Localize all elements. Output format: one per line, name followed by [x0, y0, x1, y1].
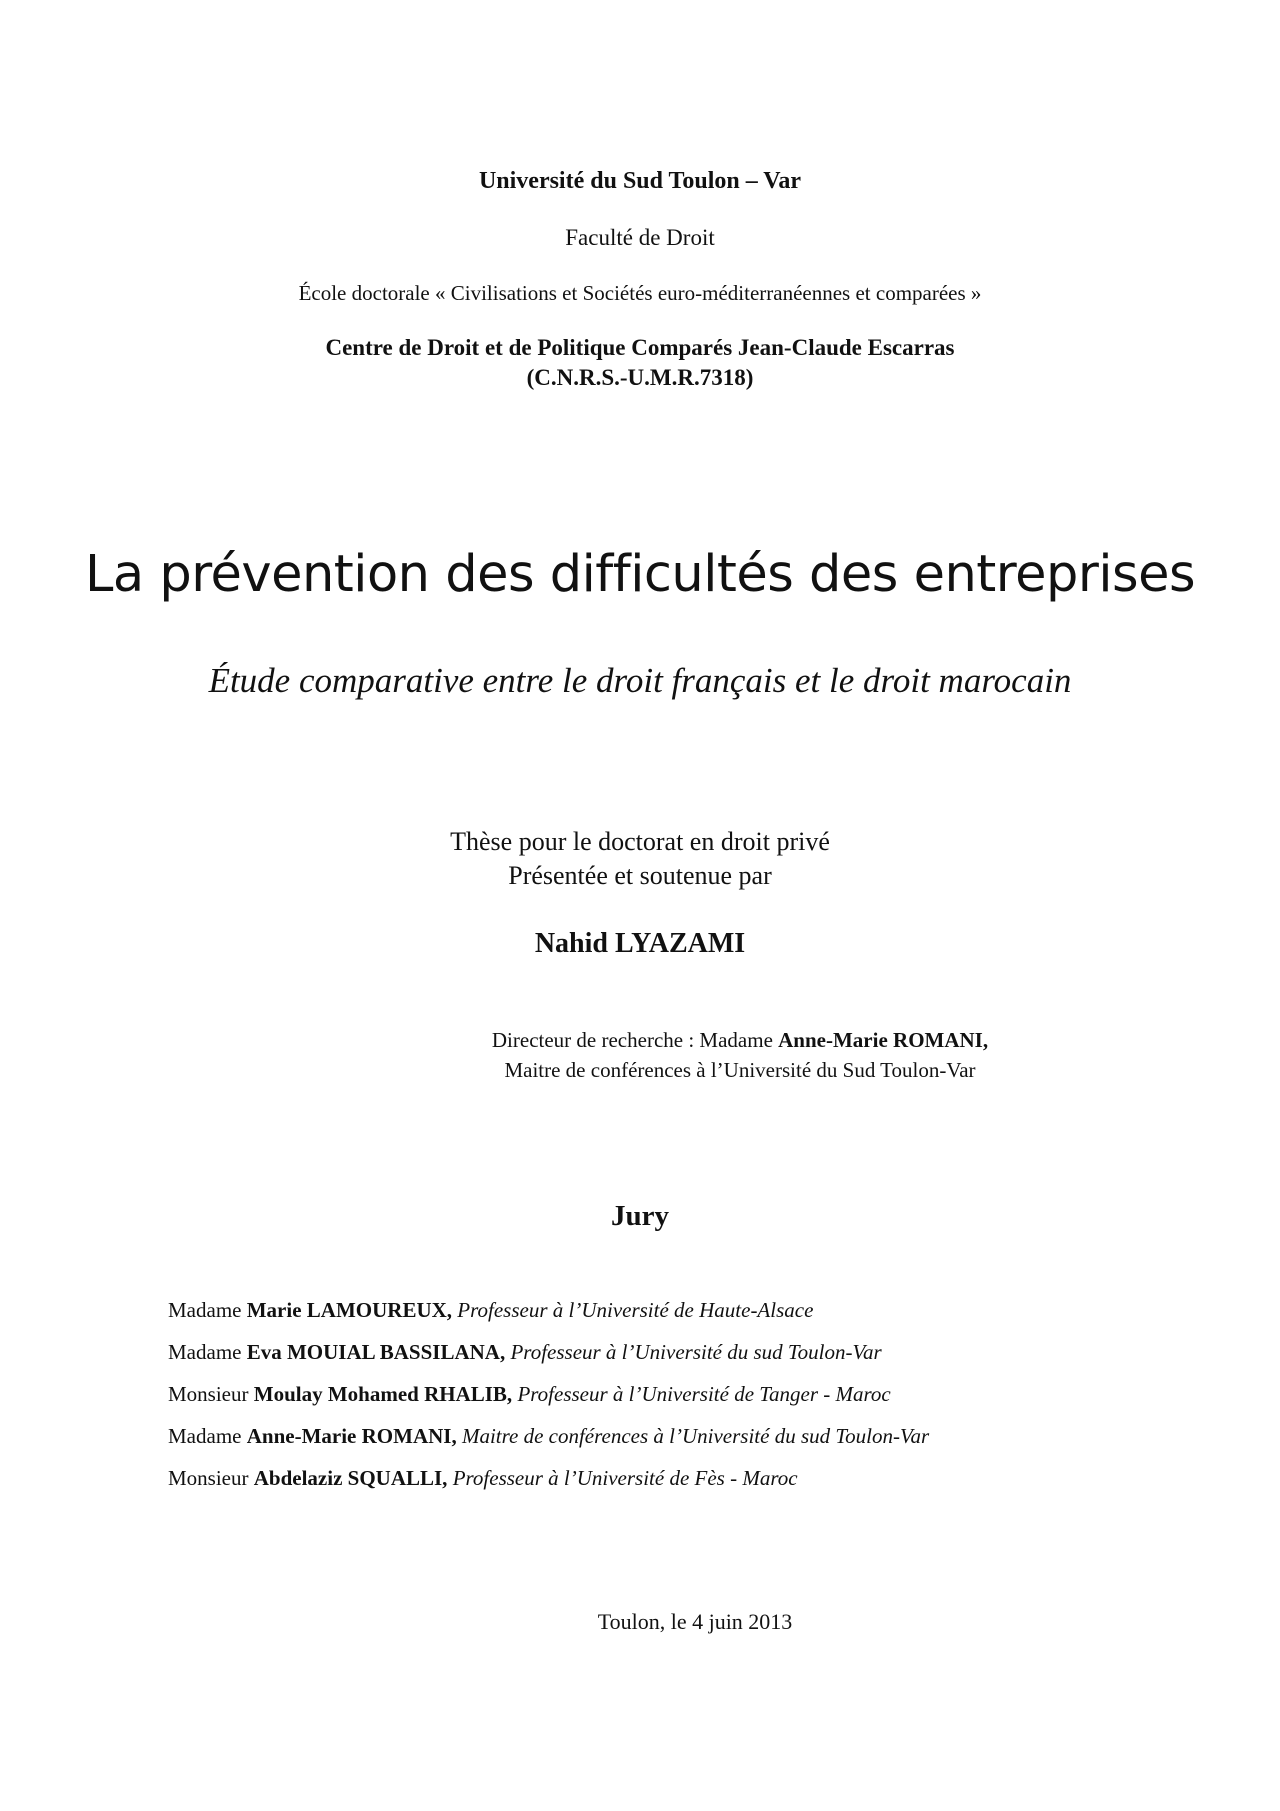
director-prefix: Directeur de recherche : Madame: [491, 1028, 779, 1052]
member-title: Professeur à l’Université de Fès - Maroc: [447, 1466, 798, 1490]
director-name: Anne-Marie ROMANI,: [778, 1028, 989, 1052]
author-name: Nahid LYAZAMI: [534, 928, 746, 959]
member-name: Eva MOUIAL BASSILANA,: [246, 1340, 506, 1364]
member-civility: Madame: [168, 1298, 247, 1322]
jury-member: [168, 1297, 929, 1339]
member-title: Professeur à l’Université du sud Toulon-Var: [505, 1340, 882, 1364]
member-title: Professeur à l’Université de Haute-Alsace: [452, 1298, 814, 1322]
university-name: Université du Sud Toulon – Var: [478, 168, 802, 194]
member-civility: Madame: [168, 1340, 247, 1364]
jury-members-list: [168, 1297, 929, 1507]
jury-member: [168, 1465, 929, 1507]
director-position: Maitre de conférences à l’Université du Sud Toulon-Var: [504, 1058, 976, 1082]
director-line: [100, 1028, 1280, 1053]
presented-by-line: Présentée et soutenue par: [508, 861, 772, 890]
member-title: Maitre de conférences à l’Université du sud Toulon-Var: [456, 1424, 930, 1448]
thesis-title: La prévention des difficultés des entreprises: [84, 545, 1196, 604]
thesis-subtitle: Étude comparative entre le droit français et le droit marocain: [208, 661, 1072, 700]
jury-member: [168, 1423, 929, 1465]
degree-line: Thèse pour le doctorat en droit privé: [450, 827, 830, 856]
research-center-code: (C.N.R.S.-U.M.R.7318): [526, 365, 754, 390]
jury-heading: Jury: [611, 1200, 669, 1232]
member-name: Anne-Marie ROMANI,: [246, 1424, 457, 1448]
member-civility: Madame: [168, 1424, 247, 1448]
jury-member: [168, 1381, 929, 1423]
faculty-name: Faculté de Droit: [565, 225, 715, 250]
member-title: Professeur à l’Université de Tanger - Maroc: [512, 1382, 891, 1406]
jury-member: [168, 1339, 929, 1381]
member-name: Marie LAMOUREUX,: [246, 1298, 453, 1322]
doctoral-school: École doctorale « Civilisations et Sociétés euro-méditerranéennes et comparées »: [298, 281, 982, 305]
member-civility: Monsieur: [168, 1466, 254, 1490]
research-center: Centre de Droit et de Politique Comparés Jean-Claude Escarras: [325, 335, 955, 360]
member-civility: Monsieur: [168, 1382, 254, 1406]
place-and-date: Toulon, le 4 juin 2013: [597, 1609, 793, 1634]
member-name: Abdelaziz SQUALLI,: [253, 1466, 448, 1490]
member-name: Moulay Mohamed RHALIB,: [253, 1382, 513, 1406]
